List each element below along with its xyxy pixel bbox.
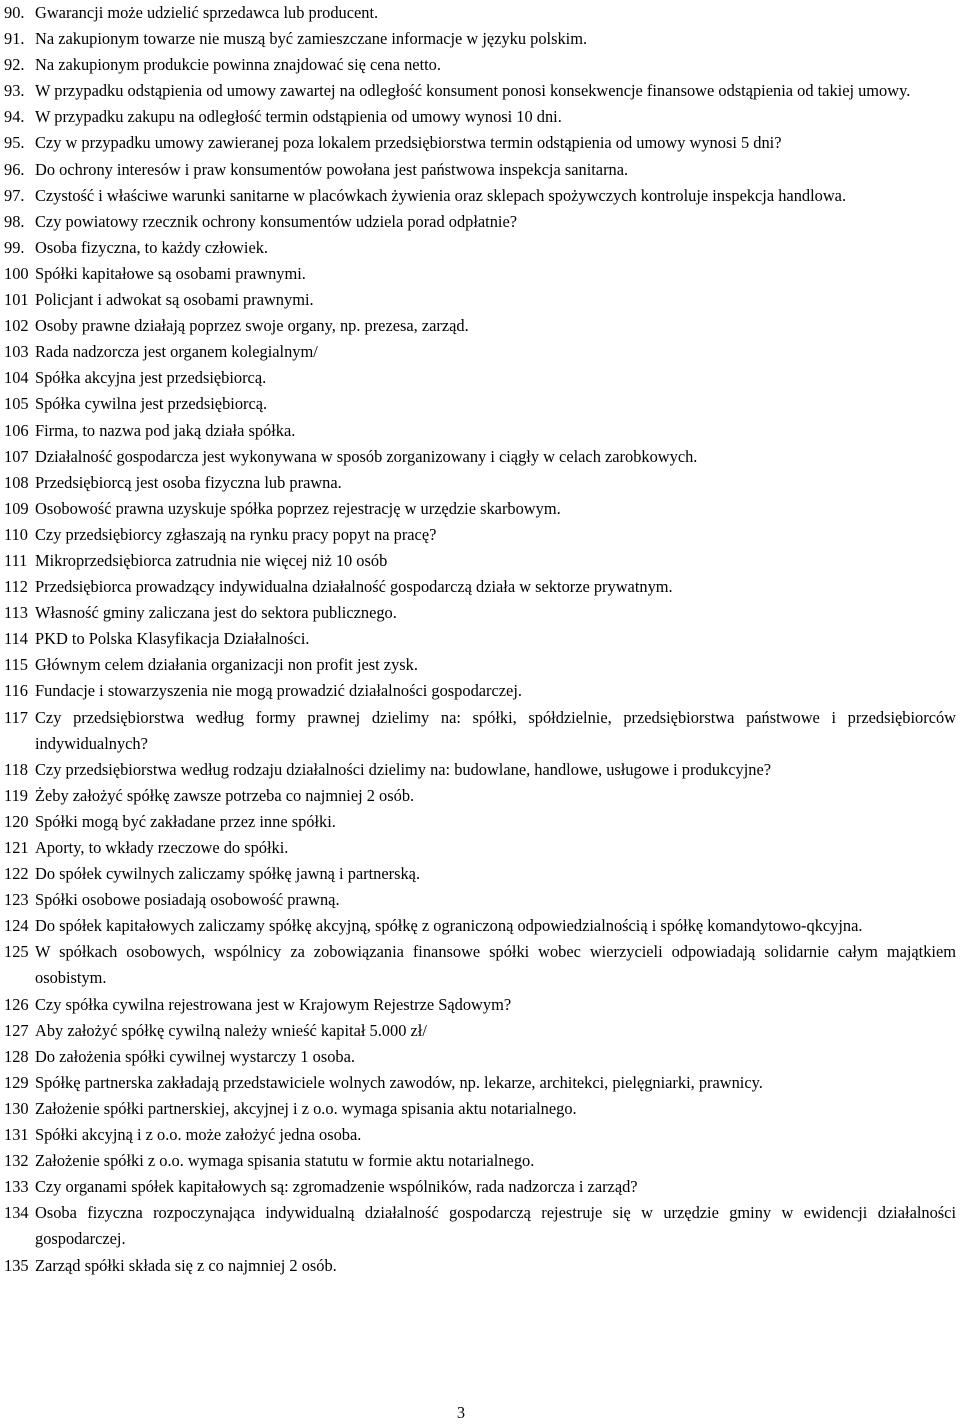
item-number: 125 — [4, 942, 29, 962]
list-item — [4, 496, 956, 522]
list-item — [4, 78, 956, 104]
item-text: Przedsiębiorcą jest osoba fizyczna lub prawna. — [35, 472, 342, 492]
item-text: Rada nadzorcza jest organem kolegialnym/ — [35, 342, 318, 362]
item-text: Założenie spółki partnerskiej, akcyjnej i z o.o. wymaga spisania aktu notarialnego. — [35, 1098, 577, 1118]
item-text: Do ochrony interesów i praw konsumentów powołana jest państwowa inspekcja sanitarna. — [35, 159, 629, 179]
item-text: Na zakupionym produkcie powinna znajdować się cena netto. — [35, 55, 441, 75]
list-item — [4, 157, 956, 183]
item-number: 90. — [4, 3, 25, 22]
item-text: Czy powiatowy rzecznik ochrony konsumentów udziela porad odpłatnie? — [35, 211, 518, 231]
item-number: 96. — [4, 159, 25, 179]
list-item — [4, 809, 956, 835]
item-number: 111 — [4, 550, 28, 570]
list-item — [4, 104, 956, 130]
item-text: W przypadku odstąpienia od umowy zawartej na odległość konsument ponosi konsekwencje finansowe odstąpienia od takiej umowy. — [35, 81, 911, 101]
item-number: 110 — [4, 524, 28, 544]
item-number: 131 — [4, 1125, 29, 1145]
item-text: Założenie spółki z o.o. wymaga spisania statutu w formie aktu notarialnego. — [35, 1151, 535, 1171]
list-item — [4, 522, 956, 548]
item-number: 121 — [4, 838, 29, 857]
item-number: 113 — [4, 603, 28, 623]
list-item — [4, 391, 956, 417]
item-number: 129 — [4, 1072, 29, 1092]
item-text: Spółkę partnerska zakładają przedstawiciele wolnych zawodów, np. lekarze, architekci, pielęgniarki, prawnicy. — [35, 1072, 763, 1092]
item-text: Osobowość prawna uzyskuje spółka poprzez rejestrację w urzędzie skarbowym. — [35, 498, 561, 518]
list-item — [4, 235, 956, 261]
item-text: Działalność gospodarcza jest wykonywana w sposób zorganizowany i ciągły w celach zarobkowych. — [35, 446, 698, 466]
item-number: 126 — [4, 994, 29, 1014]
item-text: Spółki akcyjną i z o.o. może założyć jedna osoba. — [35, 1125, 362, 1145]
item-number: 116 — [4, 681, 28, 701]
list-item — [4, 1122, 956, 1148]
item-number: 99. — [4, 237, 25, 257]
list-item — [4, 287, 956, 313]
list-item — [4, 365, 956, 391]
item-number: 118 — [4, 759, 28, 779]
item-text: Do spółek kapitałowych zaliczamy spółkę akcyjną, spółkę z ograniczoną odpowiedzialnością i spółkę komandytowo-qkcyjna. — [35, 916, 863, 936]
item-number: 114 — [4, 629, 28, 649]
item-number: 117 — [4, 707, 28, 727]
item-text: Spółka akcyjna jest przedsiębiorcą. — [35, 368, 267, 388]
item-number: 100 — [4, 263, 29, 283]
item-text: Mikroprzedsiębiorca zatrudnia nie więcej niż 10 osób — [35, 550, 388, 570]
list-item — [4, 626, 956, 652]
list-item — [4, 835, 956, 861]
item-text: Czy organami spółek kapitałowych są: zgromadzenie wspólników, rada nadzorcza i zarząd? — [35, 1177, 638, 1197]
item-number: 95. — [4, 133, 25, 153]
item-text: Osoba fizyczna, to każdy człowiek. — [35, 237, 269, 257]
item-number: 102 — [4, 316, 29, 336]
list-item — [4, 1148, 956, 1174]
list-item — [4, 1174, 956, 1200]
item-text: W przypadku zakupu na odległość termin odstąpienia od umowy wynosi 10 dni. — [35, 107, 562, 127]
list-item — [4, 574, 956, 600]
item-number: 123 — [4, 890, 29, 910]
item-text: W spółkach osobowych, wspólnicy za zobowiązania finansowe spółki wobec wierzycieli odpowiadają solidarnie całym majątkiem osobistym. — [35, 942, 956, 988]
item-text: Aby założyć spółkę cywilną należy wnieść kapitał 5.000 zł/ — [35, 1020, 427, 1040]
item-text: Spółki osobowe posiadają osobowość prawną. — [35, 890, 340, 910]
list-item — [4, 939, 956, 991]
item-text: Czy w przypadku umowy zawieranej poza lokalem przedsiębiorstwa termin odstąpienia od umowy wynosi 5 dni? — [35, 133, 782, 153]
item-number: 98. — [4, 211, 25, 231]
list-item — [4, 418, 956, 444]
list-item — [4, 26, 956, 52]
item-number: 128 — [4, 1046, 29, 1066]
list-item — [4, 130, 956, 156]
item-number: 105 — [4, 394, 29, 414]
list-item — [4, 678, 956, 704]
list-item — [4, 1200, 956, 1252]
item-text: Czy przedsiębiorcy zgłaszają na rynku pracy popyt na pracę? — [35, 524, 437, 544]
item-text: Policjant i adwokat są osobami prawnymi. — [35, 290, 314, 310]
item-number: 132 — [4, 1151, 29, 1171]
statement-list — [4, 0, 956, 1279]
item-number: 93. — [4, 81, 25, 101]
item-number: 115 — [4, 655, 28, 675]
list-item — [4, 1044, 956, 1070]
list-item — [4, 861, 956, 887]
item-number: 134 — [4, 1203, 29, 1223]
item-text: Aporty, to wkłady rzeczowe do spółki. — [35, 838, 289, 857]
list-item — [4, 444, 956, 470]
item-number: 130 — [4, 1098, 29, 1118]
item-number: 127 — [4, 1020, 29, 1040]
item-text: Spółki mogą być zakładane przez inne spółki. — [35, 811, 336, 831]
list-item — [4, 261, 956, 287]
item-text: Firma, to nazwa pod jaką działa spółka. — [35, 420, 296, 440]
item-number: 97. — [4, 185, 25, 205]
item-text: Czy przedsiębiorstwa według formy prawnej dzielimy na: spółki, spółdzielnie, przedsiębiorstwa państwowe i przedsiębiorców indywidualnych? — [35, 707, 956, 753]
item-text: Własność gminy zaliczana jest do sektora publicznego. — [35, 603, 397, 623]
list-item — [4, 652, 956, 678]
list-item — [4, 1253, 956, 1279]
item-text: Gwarancji może udzielić sprzedawca lub producent. — [35, 3, 379, 22]
list-item — [4, 1096, 956, 1122]
list-item — [4, 209, 956, 235]
item-number: 107 — [4, 446, 29, 466]
item-text: Osoba fizyczna rozpoczynająca indywidualną działalność gospodarczą rejestruje się w urzędzie gminy w ewidencji działalności gospodarczej. — [35, 1203, 956, 1249]
item-number: 109 — [4, 498, 29, 518]
item-text: Żeby założyć spółkę zawsze potrzeba co najmniej 2 osób. — [35, 785, 415, 805]
list-item — [4, 1018, 956, 1044]
item-text: Spółka cywilna jest przedsiębiorcą. — [35, 394, 268, 414]
item-text: Fundacje i stowarzyszenia nie mogą prowadzić działalności gospodarczej. — [35, 681, 522, 701]
list-item — [4, 52, 956, 78]
item-number: 122 — [4, 864, 29, 884]
page-number: 3 — [456, 1403, 466, 1422]
item-number: 106 — [4, 420, 29, 440]
item-number: 120 — [4, 811, 29, 831]
list-item — [4, 0, 956, 26]
list-item — [4, 757, 956, 783]
list-item — [4, 600, 956, 626]
item-text: Na zakupionym towarze nie muszą być zamieszczane informacje w języku polskim. — [35, 29, 588, 49]
item-number: 112 — [4, 577, 28, 597]
item-text: Czy przedsiębiorstwa według rodzaju działalności dzielimy na: budowlane, handlowe, usługowe i produkcyjne? — [35, 759, 772, 779]
list-item — [4, 992, 956, 1018]
item-text: Osoby prawne działają poprzez swoje organy, np. prezesa, zarząd. — [35, 316, 469, 336]
item-text: Do spółek cywilnych zaliczamy spółkę jawną i partnerską. — [35, 864, 421, 884]
list-item — [4, 548, 956, 574]
item-number: 133 — [4, 1177, 29, 1197]
item-number: 103 — [4, 342, 29, 362]
item-number: 108 — [4, 472, 29, 492]
item-text: Zarząd spółki składa się z co najmniej 2 osób. — [35, 1255, 337, 1275]
item-number: 101 — [4, 290, 29, 310]
item-text: PKD to Polska Klasyfikacja Działalności. — [35, 629, 310, 649]
item-number: 135 — [4, 1255, 29, 1275]
item-text: Głównym celem działania organizacji non profit jest zysk. — [35, 655, 418, 675]
list-item — [4, 887, 956, 913]
list-item — [4, 470, 956, 496]
item-number: 92. — [4, 55, 25, 75]
item-text: Czy spółka cywilna rejestrowana jest w Krajowym Rejestrze Sądowym? — [35, 994, 512, 1014]
item-number: 119 — [4, 785, 28, 805]
item-text: Przedsiębiorca prowadzący indywidualna działalność gospodarczą działa w sektorze prywatnym. — [35, 577, 673, 597]
list-item — [4, 783, 956, 809]
item-number: 91. — [4, 29, 25, 49]
list-item — [4, 339, 956, 365]
item-text: Do założenia spółki cywilnej wystarczy 1 osoba. — [35, 1046, 355, 1066]
list-item — [4, 313, 956, 339]
item-text: Czystość i właściwe warunki sanitarne w placówkach żywienia oraz sklepach spożywczych kontroluje inspekcja handlowa. — [35, 185, 847, 205]
list-item — [4, 913, 956, 939]
item-number: 124 — [4, 916, 29, 936]
item-number: 94. — [4, 107, 25, 127]
list-item — [4, 1070, 956, 1096]
item-text: Spółki kapitałowe są osobami prawnymi. — [35, 263, 306, 283]
list-item — [4, 705, 956, 757]
list-item — [4, 183, 956, 209]
item-number: 104 — [4, 368, 29, 388]
